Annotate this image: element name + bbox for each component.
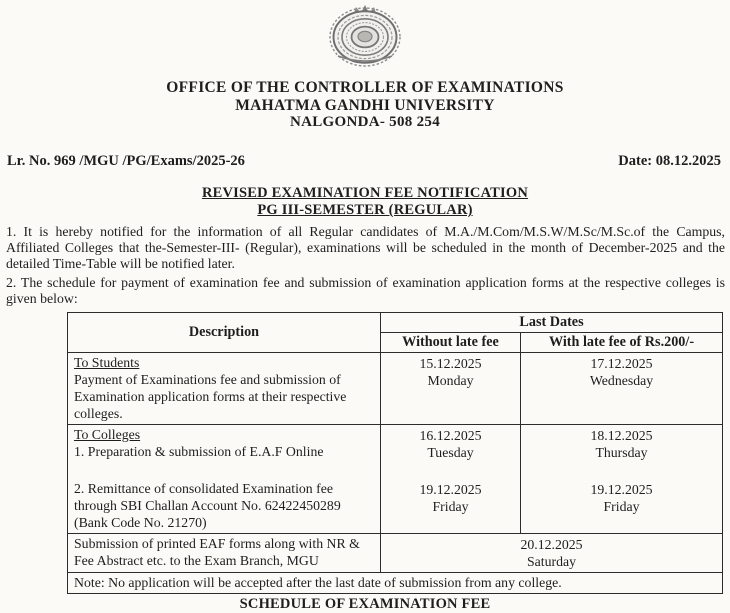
students-without-day: Monday xyxy=(427,372,474,388)
colleges-item-2-without-date: 19.12.2025 xyxy=(419,481,482,497)
submission-day: Saturday xyxy=(526,553,577,569)
note-text: Note: No application will be accepted after the last date of submission from any college. xyxy=(68,572,723,593)
colleges-with-fee-cell xyxy=(521,424,723,533)
submission-date-cell xyxy=(381,533,723,572)
colleges-item-1-text: 1. Preparation & submission of E.A.F Online xyxy=(74,443,324,459)
table-header-row-1 xyxy=(68,312,723,332)
students-with-fee-cell xyxy=(521,352,723,424)
colleges-item-1-without-date: 16.12.2025 xyxy=(419,427,482,443)
reference-row xyxy=(0,153,730,170)
table-row-students xyxy=(68,352,723,424)
table-row-note xyxy=(68,572,723,593)
table-row-submission xyxy=(68,533,723,572)
submission-date: 20.12.2025 xyxy=(520,536,583,552)
colleges-item-2-text: 2. Remittance of consolidated Examination fee through SBI Challan Account No. 62422450289 (Bank Code No. 21270) xyxy=(74,480,341,530)
notification-subtitle: PG III-SEMESTER (REGULAR) xyxy=(257,202,473,218)
letter-date: Date: 08.12.2025 xyxy=(618,152,721,169)
office-title: OFFICE OF THE CONTROLLER OF EXAMINATIONS xyxy=(166,79,564,96)
colleges-item-1-without-day: Tuesday xyxy=(427,444,474,460)
column-header-without-late-fee: Without late fee xyxy=(381,332,521,352)
colleges-item-1-with-date: 18.12.2025 xyxy=(590,427,653,443)
column-header-with-late-fee: With late fee of Rs.200/- xyxy=(521,332,723,352)
colleges-item-2-with-group xyxy=(527,481,716,515)
students-heading: To Students xyxy=(74,354,140,370)
letter-number: Lr. No. 969 /MGU /PG/Exams/2025-26 xyxy=(7,152,245,169)
colleges-item-2-with-day: Friday xyxy=(603,498,640,514)
spacer xyxy=(74,460,374,480)
fee-schedule-table xyxy=(67,312,723,594)
colleges-item-2-with-date: 19.12.2025 xyxy=(590,481,653,497)
table-row-colleges xyxy=(68,424,723,533)
paragraph-2: 2. The schedule for payment of examination fee and submission of examination application forms at the respective colleges is given below: xyxy=(6,274,725,306)
colleges-item-2-without-day: Friday xyxy=(432,498,469,514)
students-without-date: 15.12.2025 xyxy=(419,355,482,371)
seal-container xyxy=(0,0,730,70)
students-with-day: Wednesday xyxy=(589,372,654,388)
schedule-of-examination-fee-heading: SCHEDULE OF EXAMINATION FEE xyxy=(239,595,491,612)
colleges-description-cell xyxy=(68,424,381,533)
university-name: MAHATMA GANDHI UNIVERSITY xyxy=(235,96,495,114)
submission-description-cell: Submission of printed EAF forms along with NR & Fee Abstract etc. to the Exam Branch, MGU xyxy=(68,533,381,572)
students-with-date: 17.12.2025 xyxy=(590,355,653,371)
colleges-item-1-without-group xyxy=(387,427,514,481)
students-item-text: Payment of Examinations fee and submission of Examination application forms at their respective colleges. xyxy=(74,371,347,421)
colleges-heading: To Colleges xyxy=(74,426,141,442)
university-seal-icon xyxy=(326,4,404,68)
colleges-without-fee-cell xyxy=(381,424,521,533)
colleges-item-2-without-group xyxy=(387,481,514,515)
column-header-description: Description xyxy=(68,312,381,352)
students-description-cell xyxy=(68,352,381,424)
colleges-item-1-with-group xyxy=(527,427,716,481)
notification-title: REVISED EXAMINATION FEE NOTIFICATION xyxy=(201,184,529,201)
paragraph-1: 1. It is hereby notified for the information of all Regular candidates of M.A./M.Com/M.S.W/M.Sc/M.Sc.of the Campus, Affiliated Colleges that the-Semester-III- (Regular), examinations will be scheduled in the month of December-2025 and the detailed Time-Table will be notified later. xyxy=(6,223,725,271)
colleges-item-1-with-day: Thursday xyxy=(595,444,648,460)
column-header-last-dates: Last Dates xyxy=(381,312,723,332)
university-address: NALGONDA- 508 254 xyxy=(289,114,441,130)
students-without-fee-cell xyxy=(381,352,521,424)
